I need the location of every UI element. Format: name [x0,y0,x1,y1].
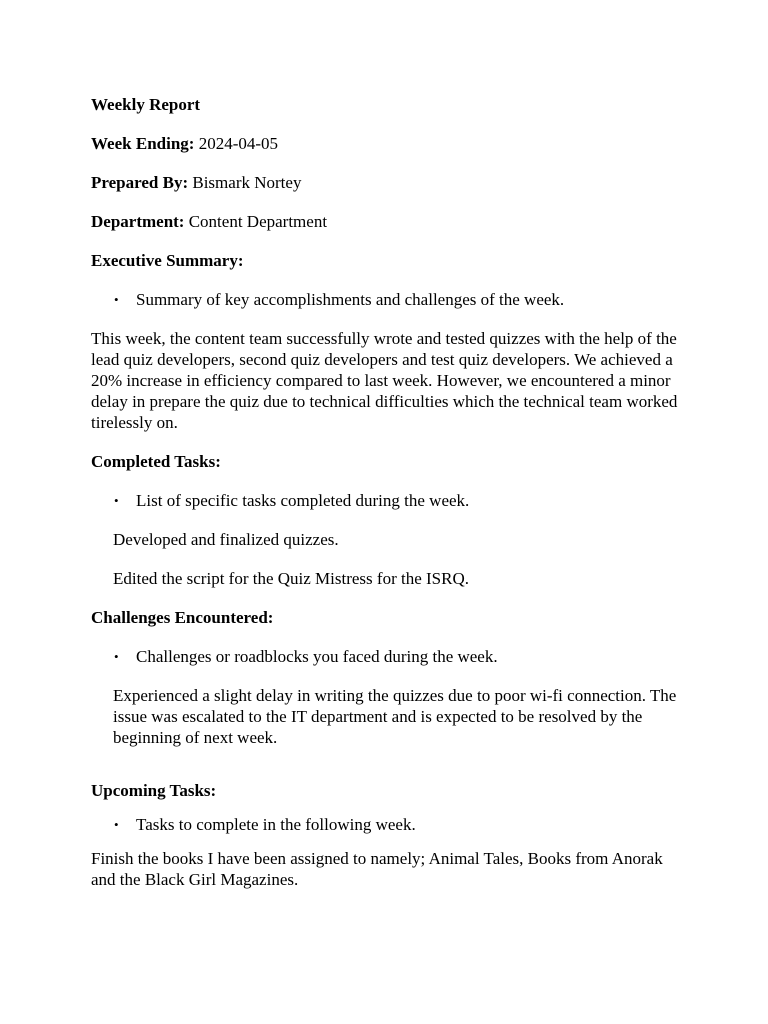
prepared-by-label: Prepared By: [91,173,189,192]
department-line [91,211,681,232]
department-value: Content Department [188,212,328,231]
challenges-heading: Challenges Encountered: [91,608,274,627]
week-ending-line [91,133,681,154]
upcoming-tasks-list [91,814,681,835]
executive-summary-list [91,289,681,310]
week-ending-value: 2024-04-05 [198,134,279,153]
week-ending-label: Week Ending: [91,134,195,153]
challenges-body: Experienced a slight delay in writing the quizzes due to poor wi-fi connection. The issue was escalated to the IT department and is expected to be resolved by the beginning of next week. [113,686,677,747]
completed-tasks-list [91,490,681,511]
executive-summary-body: This week, the content team successfully wrote and tested quizzes with the help of the lead quiz developers, second quiz developers and test quiz developers. We achieved a 20% increase in efficiency compared to last week. However, we encountered a minor delay in prepare the quiz due to technical difficulties which the technical team worked tirelessly on. [91,329,678,432]
list-item: • List of specific tasks completed during the week. [136,490,681,511]
document-page [91,94,681,908]
department-label: Department: [91,212,185,231]
completed-task-item: Developed and finalized quizzes. [113,530,339,549]
list-item: • Challenges or roadblocks you faced during the week. [136,646,681,667]
challenges-list [91,646,681,667]
list-item: • Tasks to complete in the following week. [136,814,681,835]
prepared-by-line [91,172,681,193]
upcoming-tasks-heading: Upcoming Tasks: [91,781,217,800]
executive-summary-heading: Executive Summary: [91,251,244,270]
list-item: • Summary of key accomplishments and challenges of the week. [136,289,681,310]
completed-task-item: Edited the script for the Quiz Mistress for the ISRQ. [113,569,469,588]
upcoming-tasks-body: Finish the books I have been assigned to namely; Animal Tales, Books from Anorak and the Black Girl Magazines. [91,849,663,889]
completed-tasks-heading: Completed Tasks: [91,452,221,471]
report-title: Weekly Report [91,95,201,114]
prepared-by-value: Bismark Nortey [192,173,302,192]
